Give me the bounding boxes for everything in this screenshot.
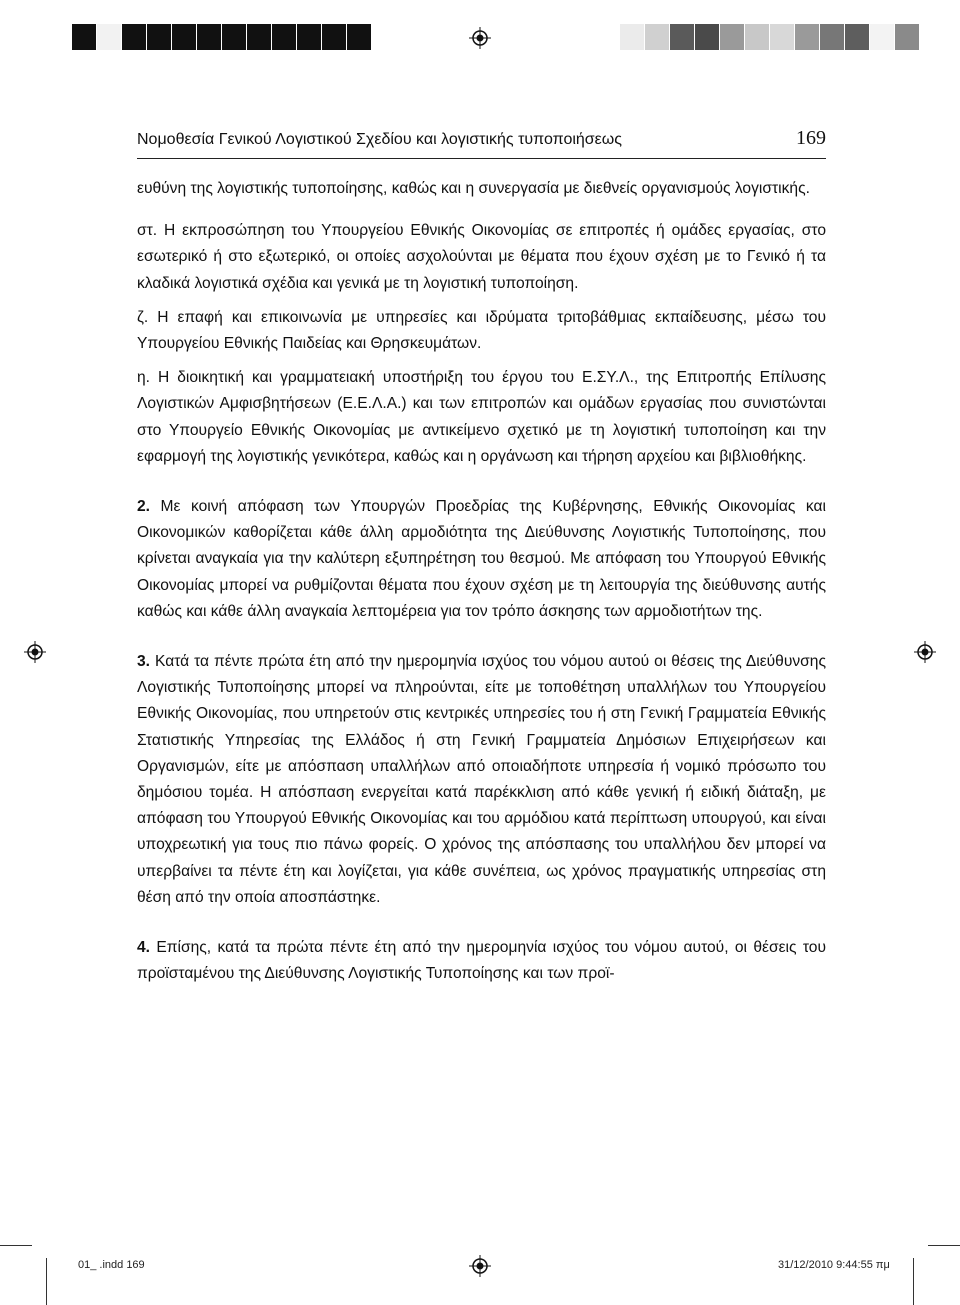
section-number: 4. [137,939,151,957]
section-paragraph [137,935,826,987]
crop-mark [46,1258,47,1305]
paragraph: ζ. Η επαφή και επικοινωνία με υπηρεσίες και ιδρύματα τριτοβάθμιας εκπαίδευσης, μέσω του Υπουργείου Εθνικής Παιδείας και Θρησκευμάτων. [137,308,826,353]
color-swatch [347,24,372,50]
color-swatch [795,24,820,50]
slug-filename: 01_ .indd 169 [78,1259,145,1271]
paragraph: η. Η διοικητική και γραμματειακή υποστήριξη του έργου του Ε.ΣΥ.Λ., της Επιτροπής Επίλυσης Λογιστικών Αμφισβητήσεων (Ε.Ε.Λ.Α.) και των επιτροπών και ομάδων εργασίας που συνιστώνται στο Υπουργείο Εθνικής Οικονομίας με αντικείμενο σχετικό με τη λογιστική τυποποίηση και την εφαρμογή της λογιστικής γενικότερα, καθώς και η οργάνωση και τήρηση αρχείου και βιβλιοθήκης. [137,369,826,465]
registration-mark-icon [24,641,46,663]
section-number: 2. [137,498,151,516]
color-swatch [122,24,147,50]
color-swatch [72,24,97,50]
slug-datetime: 31/12/2010 9:44:55 πμ [778,1259,890,1271]
color-swatch [197,24,222,50]
section-text: Με κοινή απόφαση των Υπουργών Προεδρίας της Κυβέρνησης, Εθνικής Οικονομίας και Οικονομικών καθορίζεται κάθε άλλη αρμοδιότητα της Διεύθυνσης Λογιστικής Τυποποίησης, που κρίνεται αναγκαία για την καλύτερη εξυπηρέτηση του θεσμού. Με απόφαση του Υπουργού Εθνικής Οικονομίας μπορεί να ρυθμίζονται θέματα που έχουν σχέση με τη λειτουργία της διεύθυνσης αυτής καθώς και κάθε άλλη αναγκαία λεπτομέρεια για τον τρόπο άσκησης των αρμοδιοτήτων της. [137,498,826,620]
color-swatch [147,24,172,50]
color-swatch [695,24,720,50]
color-swatch [247,24,272,50]
color-swatch [272,24,297,50]
color-swatch [895,24,920,50]
color-swatch [820,24,845,50]
color-bar-right [620,24,920,50]
color-swatch [222,24,247,50]
color-swatch [745,24,770,50]
color-swatch [172,24,197,50]
section-paragraph [137,494,826,625]
registration-mark-icon [914,641,936,663]
crop-mark [928,1245,960,1246]
document-body [137,176,826,987]
page-number: 169 [796,127,826,149]
color-swatch [645,24,670,50]
section-text: Κατά τα πέντε πρώτα έτη από την ημερομηνία ισχύος του νόμου αυτού οι θέσεις της Διεύθυνσης Λογιστικής Τυποποίησης μπορεί να πληρούνται, είτε με τοποθέτηση υπαλλήλων του Υπουργείου Εθνικής Οικονομίας, που υπηρετούν στις κεντρικές υπηρεσίες του ή στη Γενική Γραμματεία Εθνικής Στατιστικής Υπηρεσίας της Ελλάδος ή στη Γενική Γραμματεία Δημόσιων Επιχειρήσεων και Οργανισμών, είτε με απόσπαση υπαλλήλων από οποιαδήποτε υπηρεσία ή νομικό πρόσωπο του δημόσιου τομέα. Η απόσπαση ενεργείται κατά παρέκκλιση από κάθε γενική ή ειδική διάταξη, με απόφαση του Υπουργού Εθνικής Οικονομίας και του αρμόδιου κατά περίπτωση υπουργού, και είναι υποχρεωτική για τους πιο πάνω φορείς. Ο χρόνος της απόσπασης του υπαλλήλου δεν μπορεί να υπερβαίνει τα πέντε έτη και λογίζεται, για κάθε συνέπεια, ως χρόνος πραγματικής υπηρεσίας στη θέση από την οποία αποσπάστηκε. [137,653,826,906]
color-swatch [845,24,870,50]
registration-mark-icon [469,27,491,49]
color-swatch [97,24,122,50]
color-swatch [770,24,795,50]
color-swatch [297,24,322,50]
section-paragraph [137,649,826,911]
color-swatch [870,24,895,50]
color-swatch [670,24,695,50]
crop-mark [0,1245,32,1246]
paragraph: ευθύνη της λογιστικής τυποποίησης, καθώς και η συνεργασία με διεθνείς οργανισμούς λογιστικής. [137,180,810,197]
section-text: Επίσης, κατά τα πρώτα πέντε έτη από την ημερομηνία ισχύος του νόμου αυτού, οι θέσεις του προϊσταμένου της Διεύθυνσης Λογιστικής Τυποποίησης και των προϊ- [137,939,826,983]
color-swatch [620,24,645,50]
color-swatch [720,24,745,50]
crop-mark [913,1258,914,1305]
paragraph: στ. Η εκπροσώπηση του Υπουργείου Εθνικής Οικονομίας σε επιτροπές ή ομάδες εργασίας, στο εσωτερικό ή στο εξωτερικό, οι οποίες ασχολούνται με θέματα που έχουν σχέση με το Γενικό ή τα κλαδικά λογιστικά σχέδια και γενικά με τη λογιστική τυποποίηση. [137,222,826,292]
running-header [137,127,826,159]
header-title: Νομοθεσία Γενικού Λογιστικού Σχεδίου και λογιστικής τυποποιήσεως [137,131,623,148]
color-bar-left [72,24,372,50]
registration-mark-icon [469,1255,491,1277]
section-number: 3. [137,653,151,671]
color-swatch [322,24,347,50]
